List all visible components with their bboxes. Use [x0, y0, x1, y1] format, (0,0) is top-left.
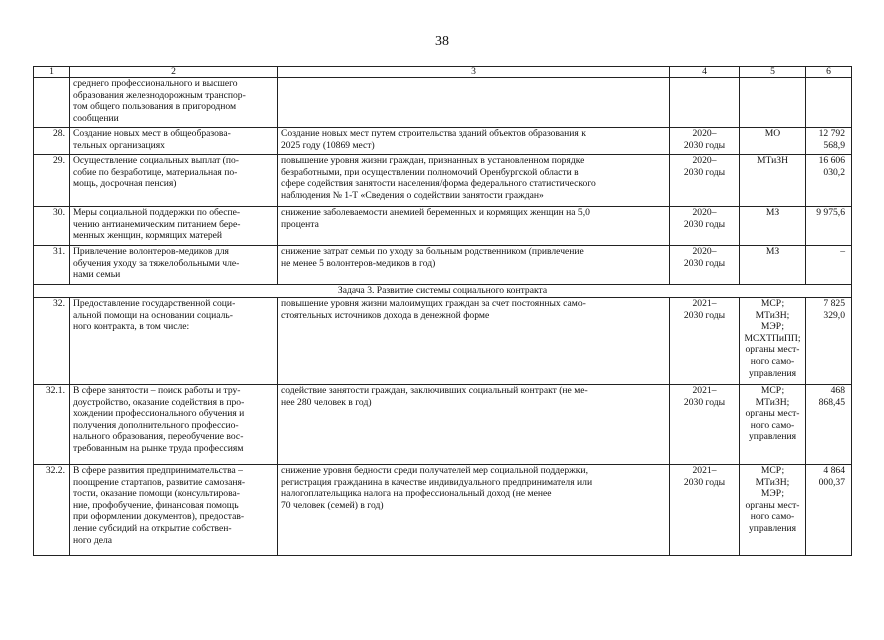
measure-name-text: В сфере занятости – поиск работы и тру- доустройство, оказание содействия в про- хождении профессионального обучения и получения дополнительного профессио- нального образования, переобучение вос- требованным на рынке труда профессиям [73, 385, 245, 454]
measure-executor [740, 246, 806, 285]
measure-executor [740, 128, 806, 155]
measure-amount: 4 864 000,37 [806, 465, 852, 556]
task-heading-row [34, 285, 852, 298]
row-number: 31. [34, 246, 70, 285]
table-row [34, 246, 852, 285]
measure-name [70, 385, 278, 465]
measure-result [278, 207, 670, 246]
measure-amount: – [806, 246, 852, 285]
measure-amount: 9 975,6 [806, 207, 852, 246]
measure-result [278, 385, 670, 465]
measure-name [70, 78, 278, 128]
measure-amount: 468 868,45 [806, 385, 852, 465]
measure-period [670, 298, 740, 385]
measure-period-text: 2020– 2030 годы [683, 128, 726, 151]
measure-result-text: повышение уровня жизни граждан, признанных в установленном порядке безработными, при осуществлении полномочий Оренбургской области в сфере содействия занятости населения/форма федерального статистического наблюдения № 1-Т «Сведения о содействии занятости граждан» [281, 155, 596, 201]
row-number [34, 78, 70, 128]
measure-executor [740, 78, 806, 128]
table-row [34, 385, 852, 465]
measure-result [278, 78, 670, 128]
measure-name [70, 128, 278, 155]
measure-executor [740, 465, 806, 556]
measure-result-text: снижение уровня бедности среди получателей мер социальной поддержки, регистрация гражданина в качестве индивидуального предпринимателя или налогоплательщика налога на профессиональный доход (не менее 70 человек (семей) в год) [281, 465, 593, 511]
measure-name-text: Меры социальной поддержки по обеспе- чению антианемическим питанием бере- менных женщин, кормящих матерей [73, 207, 241, 242]
table-row [34, 155, 852, 207]
table-row [34, 207, 852, 246]
measure-amount: 7 825 329,0 [806, 298, 852, 385]
row-number: 28. [34, 128, 70, 155]
measure-result-text: снижение затрат семьи по уходу за больным родственником (привлечение не менее 5 волонтеров-медиков в год) [281, 246, 584, 269]
row-number: 30. [34, 207, 70, 246]
measure-period-text: 2021– 2030 годы [683, 385, 726, 408]
measure-executor-text: МСР; МТиЗН; МЭР; МСХТПиПП; органы мест- ного само- управления [744, 298, 801, 379]
measure-period [670, 207, 740, 246]
measure-executor-text: МО [764, 128, 781, 139]
measure-executor [740, 207, 806, 246]
measure-name [70, 207, 278, 246]
measure-result-text: содействие занятости граждан, заключивших социальный контракт (не ме- нее 280 человек в год) [281, 385, 588, 408]
measure-period-text: 2020– 2030 годы [683, 155, 726, 178]
measure-result [278, 465, 670, 556]
measures-table [33, 66, 852, 556]
measure-amount: 16 606 030,2 [806, 155, 852, 207]
column-header: 1 [34, 67, 70, 78]
measure-executor-text: МЗ [765, 207, 780, 218]
row-number: 32.2. [34, 465, 70, 556]
table-row [34, 465, 852, 556]
row-number: 29. [34, 155, 70, 207]
measure-name-text: Привлечение волонтеров-медиков для обучения уходу за тяжелобольными чле- нами семьи [73, 246, 240, 281]
measure-period-text: 2020– 2030 годы [683, 246, 726, 269]
measure-name-text: Предоставление государственной соци- альной помощи на основании социаль- ного контракта, в том числе: [73, 298, 236, 333]
page-number: 38 [435, 34, 449, 49]
measure-executor-text: МСР; МТиЗН; МЭР; органы мест- ного само- управления [745, 465, 800, 534]
task-heading: Задача 3. Развитие системы социального контракта [34, 285, 852, 298]
measure-name-text: В сфере развития предпринимательства – поощрение стартапов, развитие самозаня- тости, оказание помощи (консультирова- ние, профобучение, финансовая помощь при оформлении документов), предостав- ление субсидий на открытие собствен- ного дела [73, 465, 246, 546]
measure-result [278, 128, 670, 155]
table-row [34, 78, 852, 128]
measure-amount: 12 792 568,9 [806, 128, 852, 155]
measure-result-text: Создание новых мест путем строительства зданий объектов образования к 2025 году (10869 мест) [281, 128, 586, 151]
measure-executor-text: МТиЗН [756, 155, 789, 166]
table-row [34, 298, 852, 385]
column-header: 4 [670, 67, 740, 78]
measure-name-text: Осуществление социальных выплат (по- собие по безработице, материальная по- мощь, досрочная пенсия) [73, 155, 239, 190]
column-header: 5 [740, 67, 806, 78]
measure-period [670, 128, 740, 155]
measure-executor-text: МЗ [765, 246, 780, 257]
measure-period [670, 385, 740, 465]
measure-name [70, 155, 278, 207]
measure-name-text: Создание новых мест в общеобразова- тельных организациях [73, 128, 231, 151]
measure-executor [740, 385, 806, 465]
table-header-row [34, 67, 852, 78]
measure-period-text: 2021– 2030 годы [683, 465, 726, 488]
measure-period-text: 2021– 2030 годы [683, 298, 726, 321]
table-row [34, 128, 852, 155]
measure-period [670, 78, 740, 128]
measure-executor [740, 155, 806, 207]
measure-amount [806, 78, 852, 128]
column-header: 6 [806, 67, 852, 78]
row-number: 32. [34, 298, 70, 385]
measure-result [278, 298, 670, 385]
measure-name [70, 246, 278, 285]
measure-period [670, 246, 740, 285]
measure-executor [740, 298, 806, 385]
column-header: 3 [278, 67, 670, 78]
measure-result [278, 246, 670, 285]
measure-period [670, 155, 740, 207]
measure-result-text: снижение заболеваемости анемией беременных и кормящих женщин на 5,0 процента [281, 207, 590, 230]
measure-period [670, 465, 740, 556]
measure-name [70, 465, 278, 556]
row-number: 32.1. [34, 385, 70, 465]
column-header: 2 [70, 67, 278, 78]
measure-name-text: среднего профессионального и высшего образования железнодорожным транспор- том общего пользования в пригородном сообщении [73, 78, 246, 124]
measure-result [278, 155, 670, 207]
measure-name [70, 298, 278, 385]
measure-result-text: повышение уровня жизни малоимущих граждан за счет постоянных само- стоятельных источников дохода в денежной форме [281, 298, 586, 321]
measure-period-text: 2020– 2030 годы [683, 207, 726, 230]
measure-executor-text: МСР; МТиЗН; органы мест- ного само- управления [745, 385, 800, 443]
